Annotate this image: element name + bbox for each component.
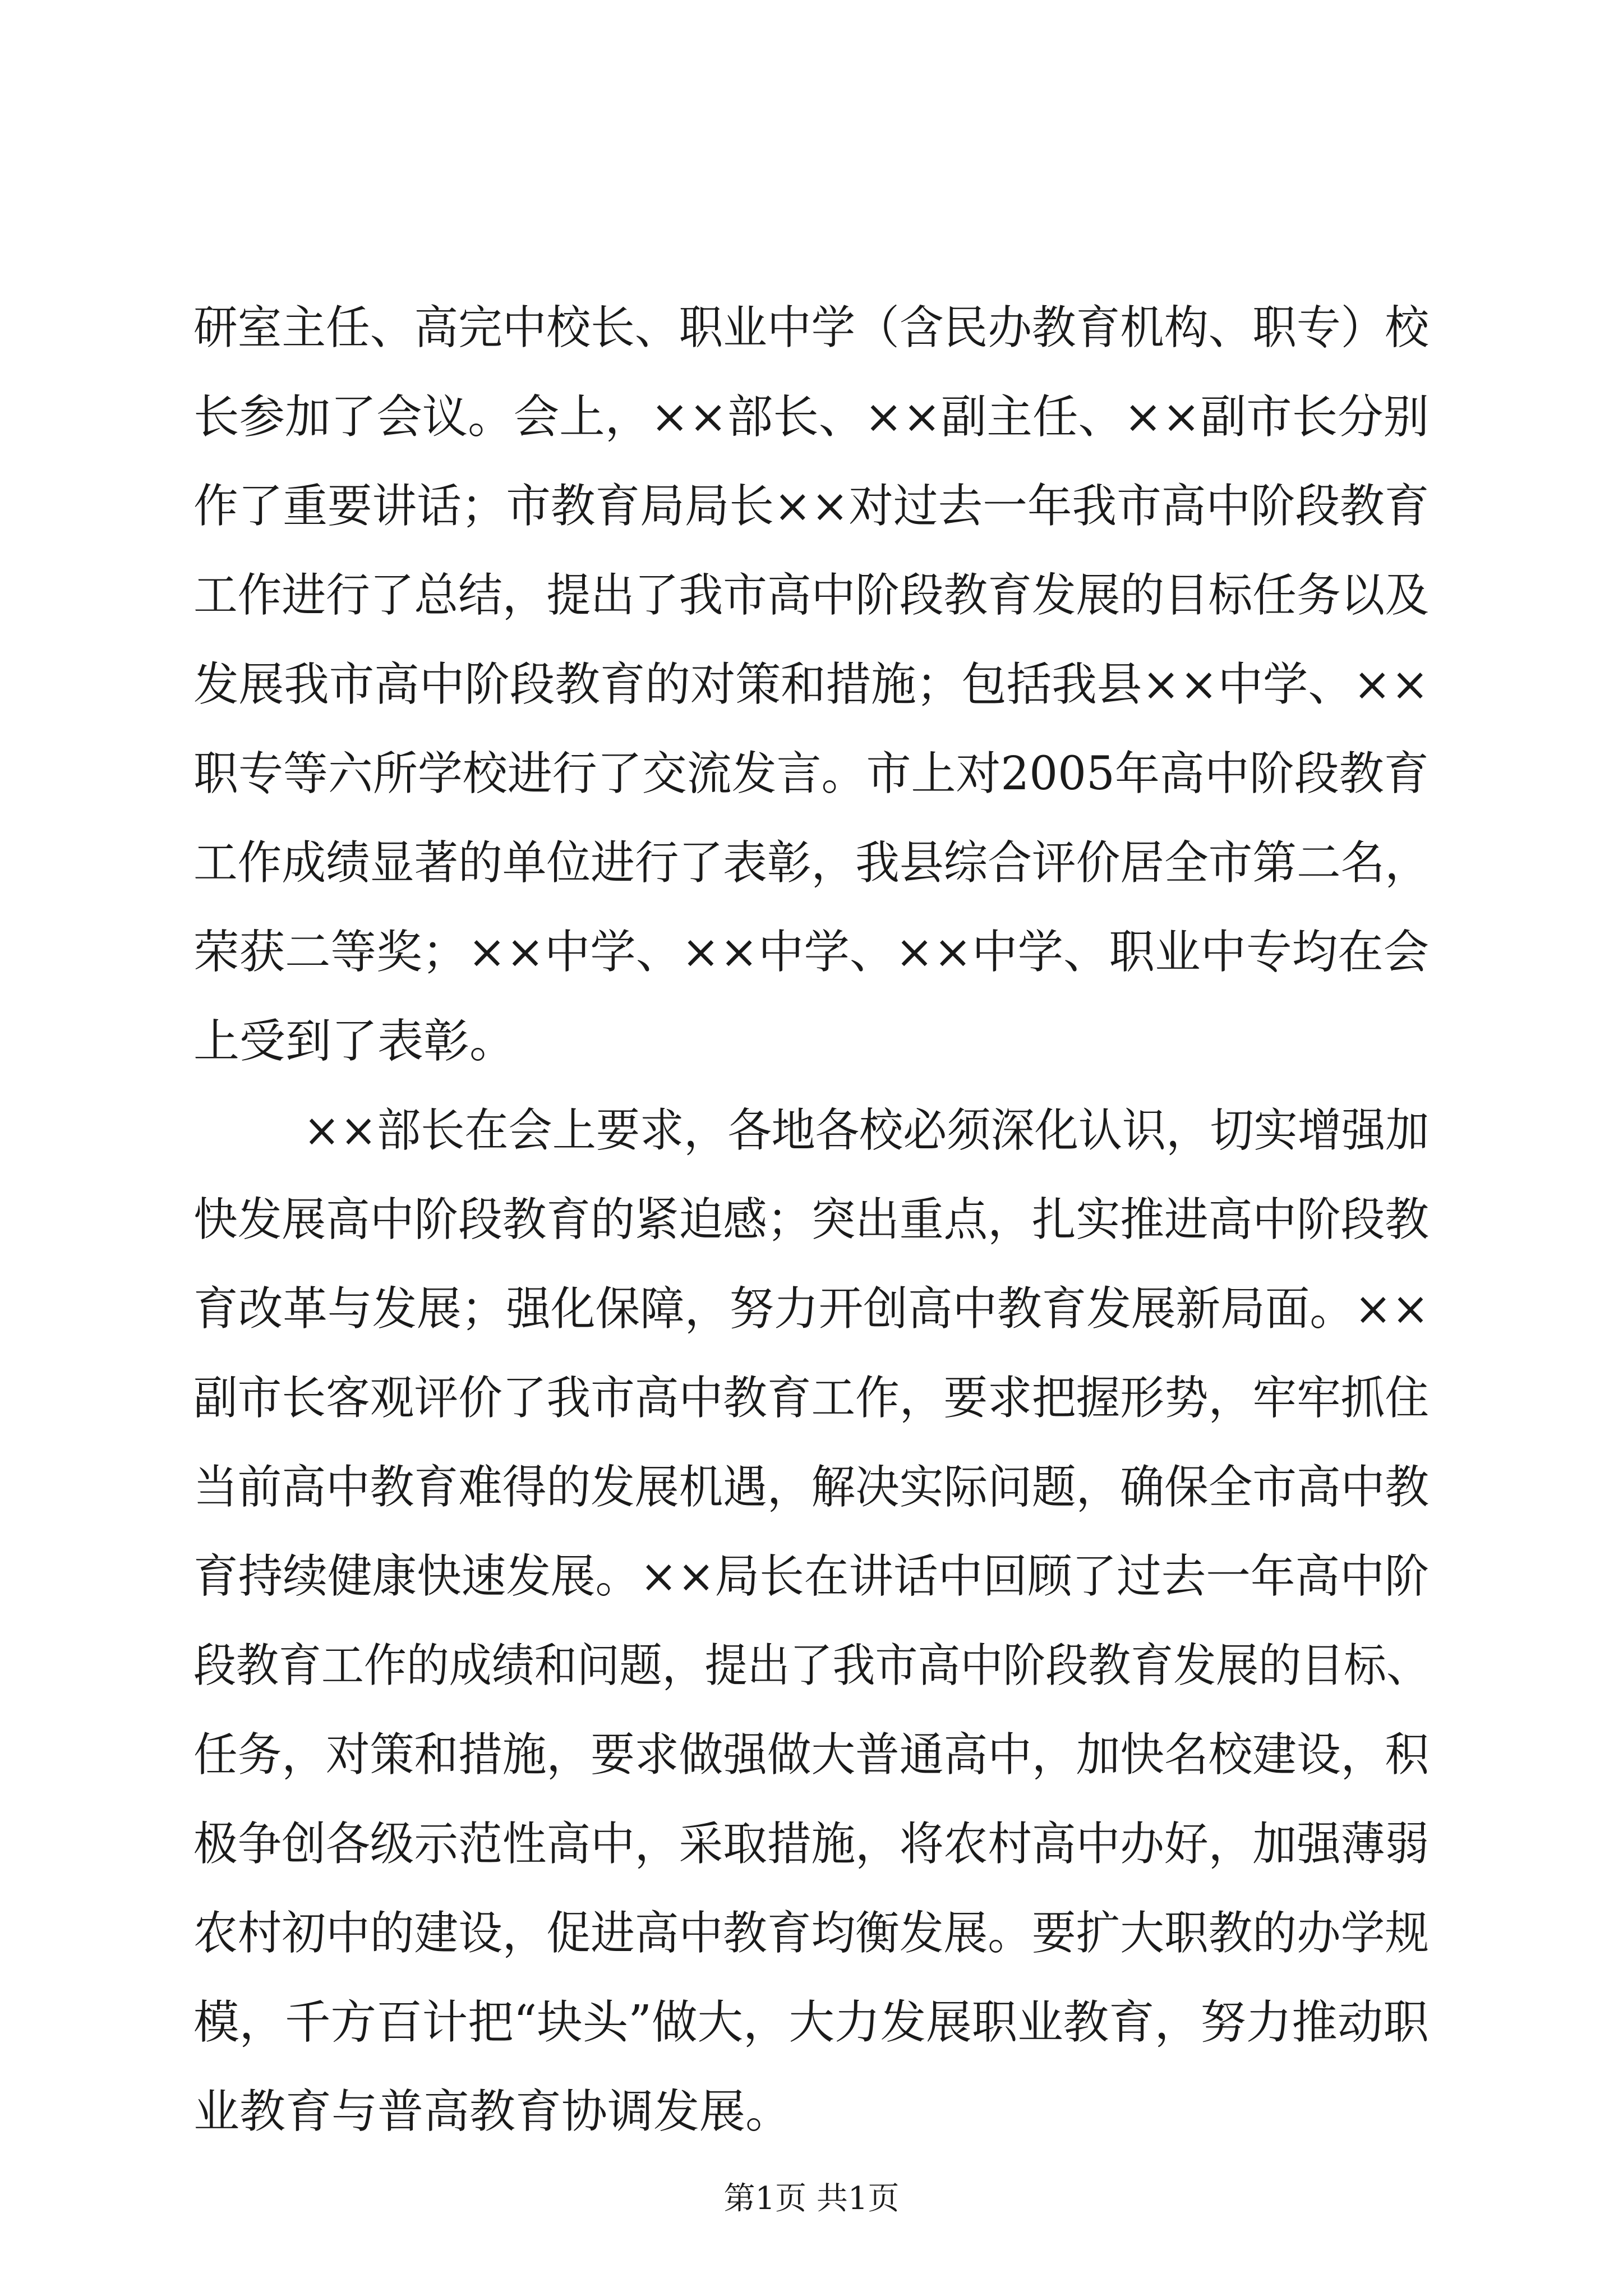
text-line: 业教育与普高教育协调发展。 bbox=[193, 2085, 792, 2138]
text-line: 工作进行了总结，提出了我市高中阶段教育发展的目标任务以及 bbox=[193, 569, 1430, 622]
text-line: 上受到了表彰。 bbox=[193, 1015, 516, 1068]
text-line: 任务，对策和措施，要求做强做大普通高中，加快名校建设，积 bbox=[193, 1728, 1430, 1782]
text-line: 模，千方百计把“块头”做大，大力发展职业教育，努力推动职 bbox=[193, 1996, 1429, 2049]
text-line: 快发展高中阶段教育的紧迫感；突出重点，扎实推进高中阶段教 bbox=[193, 1193, 1430, 1246]
text-line: 育改革与发展；强化保障，努力开创高中教育发展新局面。×× bbox=[193, 1282, 1430, 1336]
text-line: 研室主任、高完中校长、职业中学（含民办教育机构、职专）校 bbox=[193, 301, 1430, 355]
text-line: 作了重要讲话；市教育局局长××对过去一年我市高中阶段教育 bbox=[193, 480, 1430, 533]
text-line: 当前高中教育难得的发展机遇，解决实际问题，确保全市高中教 bbox=[193, 1461, 1430, 1514]
text-line: 副市长客观评价了我市高中教育工作，要求把握形势，牢牢抓住 bbox=[193, 1372, 1430, 1425]
text-line: 长参加了会议。会上，××部长、××副主任、××副市长分别 bbox=[193, 390, 1430, 444]
text-line: 育持续健康快速发展。××局长在讲话中回顾了过去一年高中阶 bbox=[193, 1550, 1430, 1603]
text-line: 发展我市高中阶段教育的对策和措施；包括我县××中学、×× bbox=[193, 658, 1429, 711]
text-line: 职专等六所学校进行了交流发言。市上对2005年高中阶段教育 bbox=[193, 747, 1429, 800]
text-line: 段教育工作的成绩和问题，提出了我市高中阶段教育发展的目标、 bbox=[193, 1639, 1429, 1692]
text-line: 荣获二等奖；××中学、××中学、××中学、职业中专均在会 bbox=[193, 926, 1430, 979]
text-line: ××部长在会上要求，各地各校必须深化认识，切实增强加 bbox=[303, 1104, 1430, 1157]
page-footer: 第1页 共1页 bbox=[723, 2180, 900, 2217]
text-line: 极争创各级示范性高中，采取措施，将农村高中办好，加强薄弱 bbox=[193, 1818, 1430, 1871]
text-line: 工作成绩显著的单位进行了表彰，我县综合评价居全市第二名， bbox=[193, 836, 1430, 890]
text-line: 农村初中的建设，促进高中教育均衡发展。要扩大职教的办学规 bbox=[193, 1907, 1430, 1960]
